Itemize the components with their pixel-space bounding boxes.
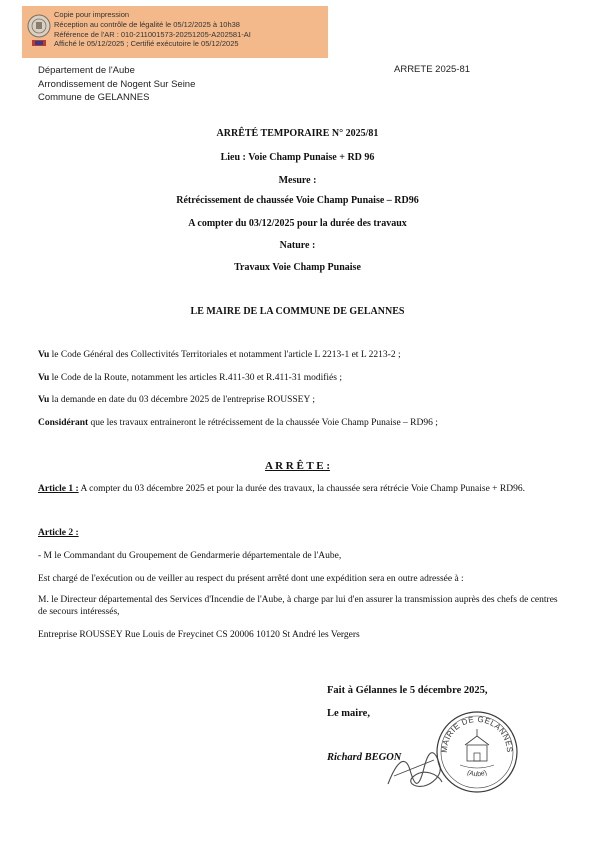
visa-text: la demande en date du 03 décembre 2025 de l'entreprise ROUSSEY ; — [49, 395, 315, 405]
article-1-label: Article 1 : — [38, 484, 79, 494]
article-2-line: M. le Directeur départemental des Services d'Incendie de l'Aube, à charge par lui d'en assurer la transmission auprès des chefs de centres de secours intéressés, — [38, 595, 558, 617]
decree-location: Lieu : Voie Champ Punaise + RD 96 — [220, 152, 375, 163]
banner-line: Affiché le 05/12/2025 ; Certifié exécutoire le 05/12/2025 — [54, 39, 239, 49]
legality-banner — [22, 6, 328, 58]
signature-role: Le maire, — [327, 708, 370, 719]
article-1-text: A compter du 03 décembre 2025 et pour la durée des travaux, la chaussée sera rétrécie Voie Champ Punaise + RD96. — [78, 484, 525, 494]
visa-text: le Code Général des Collectivités Territoriales et notamment l'article L 2213-1 et L 2213-2 ; — [49, 350, 401, 360]
article-2-line: Entreprise ROUSSEY Rue Louis de Freycinet CS 20006 10120 St André les Vergers — [38, 630, 360, 640]
mairie-stamp-icon — [434, 709, 520, 795]
document-reference: ARRETE 2025-81 — [394, 64, 471, 75]
issuer-line: Département de l'Aube — [38, 65, 135, 76]
arrete-heading: A R R Ê T E : — [264, 460, 330, 472]
visa-line — [38, 350, 401, 360]
banner-line: Référence de l'AR : 010-211001573-20251205-A202581-AI — [54, 29, 251, 39]
stamp-bottom-text: (Aube) — [466, 769, 488, 779]
svg-text:(Aube) — [466, 769, 488, 778]
considerant-line — [38, 418, 438, 428]
article-1 — [38, 484, 576, 496]
visa-line — [38, 373, 342, 383]
decree-nature-label: Nature : — [279, 240, 316, 251]
decree-period: A compter du 03/12/2025 pour la durée des travaux — [188, 218, 407, 229]
signature-place-date: Fait à Gélannes le 5 décembre 2025, — [327, 685, 488, 696]
decree-nature: Travaux Voie Champ Punaise — [234, 262, 361, 273]
banner-line: Copie pour impression — [54, 10, 130, 19]
visa-line — [38, 395, 315, 405]
issuer-block — [38, 64, 195, 105]
decree-title: ARRÊTÉ TEMPORAIRE N° 2025/81 — [216, 128, 379, 139]
considerant-lead: Considérant — [38, 418, 89, 428]
article-2-line: - M le Commandant du Groupement de Gendarmerie départementale de l'Aube, — [38, 551, 342, 561]
decree-measure-label: Mesure : — [278, 175, 317, 186]
visa-lead: Vu — [38, 350, 50, 360]
mayor-heading: LE MAIRE DE LA COMMUNE DE GELANNES — [190, 306, 405, 317]
issuer-line: Commune de GELANNES — [38, 92, 150, 103]
article-2-line: Est chargé de l'exécution ou de veiller au respect du présent arrêté dont une expédition sera en outre adressée à : — [38, 574, 464, 584]
banner-line: Réception au contrôle de légalité le 05/12/2025 à 10h38 — [54, 19, 240, 29]
issuer-line: Arrondissement de Nogent Sur Seine — [38, 78, 196, 90]
article-2-label: Article 2 : — [38, 528, 79, 538]
visa-lead: Vu — [38, 373, 50, 383]
signature-name: Richard BEGON — [327, 752, 402, 763]
visa-lead: Vu — [38, 395, 50, 405]
stamp-text: MAIRIE DE GELANNES — [439, 714, 515, 754]
considerant-text: que les travaux entraineront le rétrécissement de la chaussée Voie Champ Punaise – RD96 ; — [88, 418, 438, 428]
decree-measure: Rétrécissement de chaussée Voie Champ Punaise – RD96 — [176, 195, 419, 206]
seal-logo-icon — [26, 10, 52, 50]
visa-text: le Code de la Route, notamment les articles R.411-30 et R.411-31 modifiés ; — [49, 373, 342, 383]
